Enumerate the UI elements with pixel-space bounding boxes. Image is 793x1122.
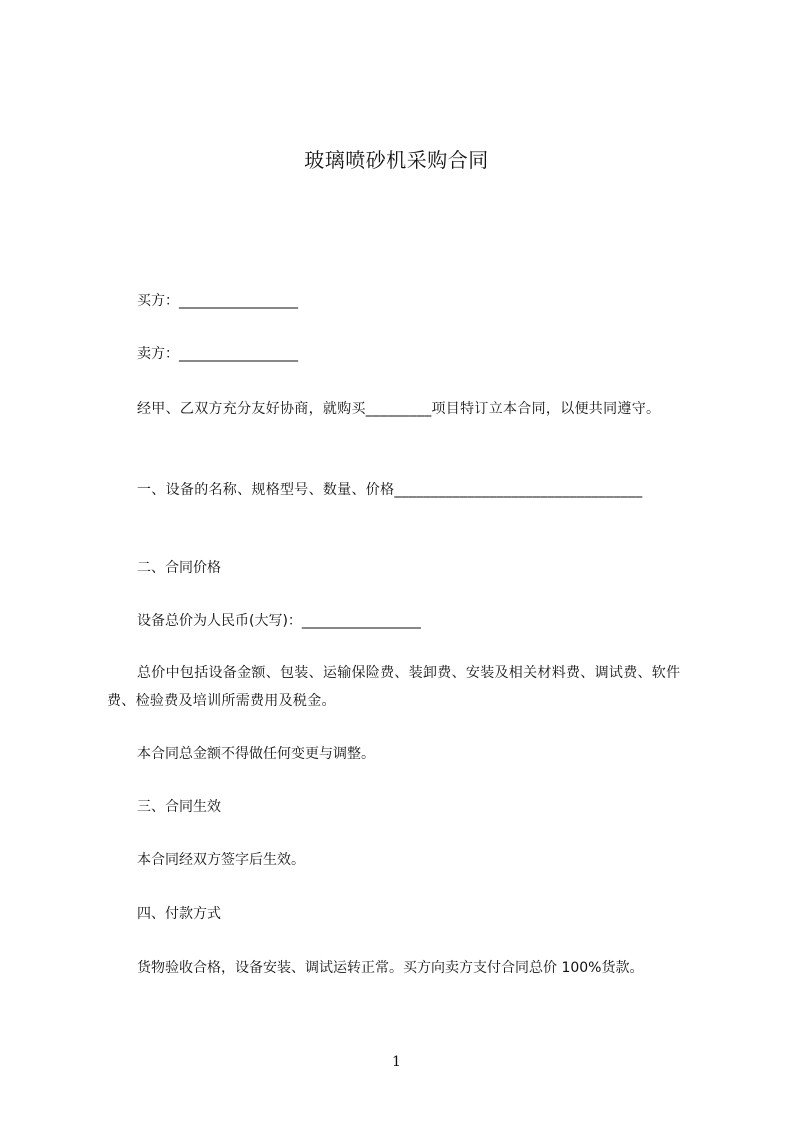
intro-paragraph: 经甲、乙双方充分友好协商，就购买_________项目特订立本合同，以便共同遵守。 <box>137 401 661 417</box>
total-price-line: 设备总价为人民币(大写)：_________________ <box>137 613 421 629</box>
price-includes-paragraph: 总价中包括设备金额、包装、运输保险费、装卸费、安装及相关材料费、调试费、软件费、检验费及培训所需费用及税金。 <box>107 665 681 709</box>
section2-heading: 二、合同价格 <box>137 560 221 576</box>
section4-heading: 四、付款方式 <box>137 906 221 922</box>
seller-line: 卖方：_________________ <box>137 346 298 362</box>
section1-heading: 一、设备的名称、规格型号、数量、价格__________________________________ <box>137 482 643 498</box>
buyer-line: 买方：_________________ <box>137 293 298 309</box>
payment-paragraph: 货物验收合格，设备安装、调试运转正常。买方向卖方支付合同总价 100%货款。 <box>137 960 644 976</box>
no-change-paragraph: 本合同总金额不得做任何变更与调整。 <box>137 746 375 762</box>
effective-paragraph: 本合同经双方签字后生效。 <box>137 852 305 868</box>
page-number: 1 <box>392 1054 401 1070</box>
section3-heading: 三、合同生效 <box>137 799 221 815</box>
document-title: 玻璃喷砂机采购合同 <box>304 148 489 172</box>
